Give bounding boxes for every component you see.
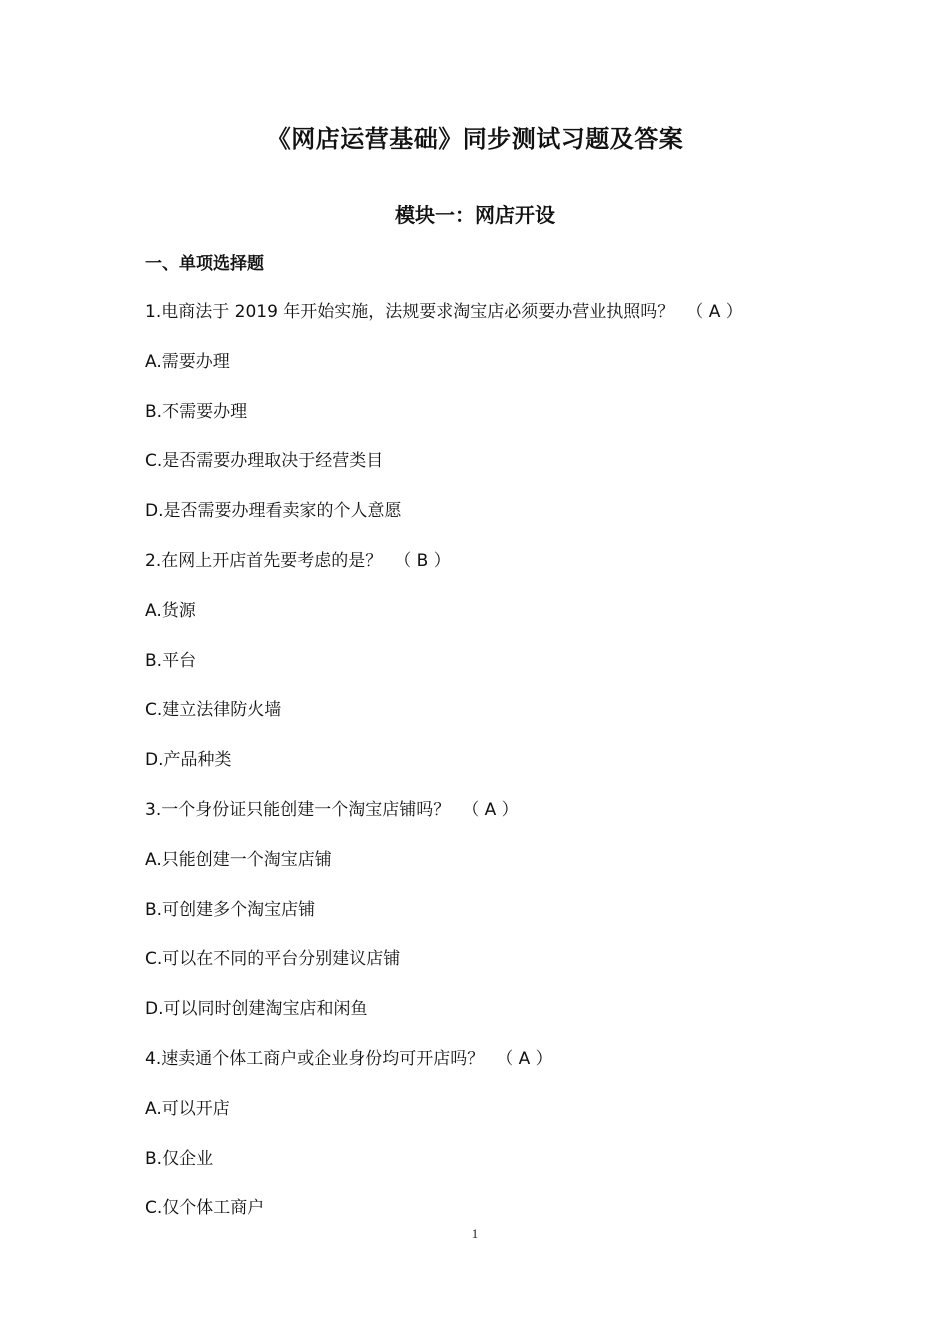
question-stem <box>145 1047 845 1097</box>
document-title: 《网店运营基础》同步测试习题及答案 <box>266 125 684 153</box>
question-answer: （ A ） <box>496 1048 553 1069</box>
question-answer: （ B ） <box>394 550 451 571</box>
question-list <box>145 300 845 1246</box>
question-stem <box>145 798 845 848</box>
answer-option: A.可以开店 <box>145 1098 230 1119</box>
question-text: 3.一个身份证只能创建一个淘宝店铺吗？ <box>145 799 451 820</box>
question-text: 4.速卖通个体工商户或企业身份均可开店吗？ <box>145 1048 485 1069</box>
answer-option: C.可以在不同的平台分别建议店铺 <box>145 949 401 970</box>
answer-option: B.平台 <box>145 650 197 671</box>
module-title: 模块一：网店开设 <box>395 203 555 227</box>
answer-option: B.仅企业 <box>145 1148 214 1169</box>
answer-option: D.是否需要办理看卖家的个人意愿 <box>145 501 402 522</box>
answer-option: D.产品种类 <box>145 750 232 771</box>
question-text: 1.电商法于 2019 年开始实施，法规要求淘宝店必须要办营业执照吗？ <box>145 302 675 322</box>
question-answer: （ A ） <box>686 302 743 322</box>
question-stem <box>145 549 845 599</box>
answer-option: D.可以同时创建淘宝店和闲鱼 <box>145 999 368 1020</box>
section-title: 一、单项选择题 <box>145 254 264 274</box>
page-number: 1 <box>471 1226 479 1241</box>
answer-option: A.只能创建一个淘宝店铺 <box>145 849 332 870</box>
answer-option: B.不需要办理 <box>145 401 248 422</box>
answer-option: C.建立法律防火墙 <box>145 700 282 721</box>
question-answer: （ A ） <box>462 799 519 820</box>
question-text: 2.在网上开店首先要考虑的是？ <box>145 550 383 571</box>
question-stem <box>145 300 845 350</box>
answer-option: B.可创建多个淘宝店铺 <box>145 899 316 920</box>
answer-option: C.仅个体工商户 <box>145 1198 265 1219</box>
answer-option: A.货源 <box>145 600 196 621</box>
answer-option: A.需要办理 <box>145 351 230 372</box>
answer-option: C.是否需要办理取决于经营类目 <box>145 451 384 472</box>
